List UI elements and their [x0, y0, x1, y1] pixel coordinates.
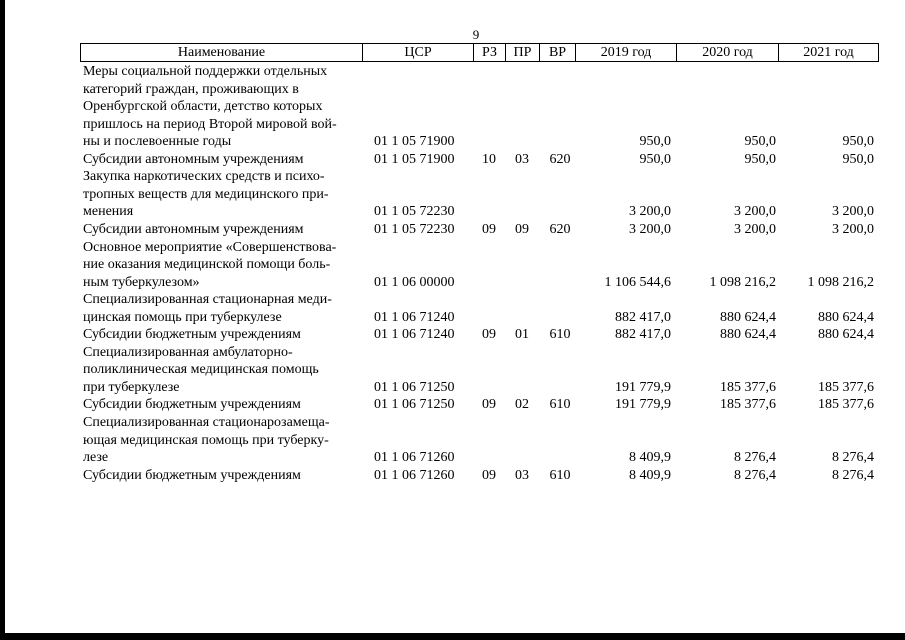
- row-2019-value: 3 200,0: [629, 221, 671, 237]
- row-2019-value: 1 106 544,6: [604, 274, 671, 290]
- row-csr: 01 1 05 72230: [374, 221, 455, 237]
- row-2021-value: 880 624,4: [818, 309, 874, 325]
- row-csr: 01 1 06 71260: [374, 450, 455, 466]
- row-pr: 03: [515, 467, 529, 483]
- header-2019: 2019 год: [576, 44, 677, 61]
- row-name-line: цинская помощь при туберкулезе: [83, 309, 282, 325]
- row-name-line: категорий граждан, проживающих в: [83, 81, 299, 97]
- row-2021-value: 185 377,6: [818, 379, 874, 395]
- row-2019-value: 882 417,0: [615, 309, 671, 325]
- row-name-line: при туберкулезе: [83, 379, 180, 395]
- row-name-line: Субсидии автономным учреждениям: [83, 151, 304, 167]
- row-rz: 09: [482, 221, 496, 237]
- row-name-line: менения: [83, 204, 134, 220]
- row-name-line: Специализированная стационарозамеща-: [83, 415, 330, 430]
- row-pr: 03: [515, 151, 529, 167]
- scan-border-left: [0, 0, 5, 640]
- row-pr: 09: [515, 221, 529, 237]
- row-rz: 09: [482, 397, 496, 413]
- row-name-line: Специализированная амбулаторно-: [83, 344, 293, 360]
- row-name-line: Субсидии бюджетным учреждениям: [83, 467, 301, 483]
- row-2020-value: 185 377,6: [720, 397, 776, 413]
- row-2020-value: 8 276,4: [734, 467, 776, 483]
- row-name-line: Субсидии автономным учреждениям: [83, 221, 304, 237]
- row-rz: 10: [482, 151, 496, 167]
- row-pr: 01: [515, 327, 529, 343]
- row-2020-value: 3 200,0: [734, 221, 776, 237]
- row-2020-value: 880 624,4: [720, 309, 776, 325]
- row-2021-value: 880 624,4: [818, 327, 874, 343]
- row-2021-value: 1 098 216,2: [807, 274, 874, 290]
- row-2020-value: 3 200,0: [734, 204, 776, 220]
- row-2021-value: 185 377,6: [818, 397, 874, 413]
- row-rz: 09: [482, 467, 496, 483]
- row-2021-value: 3 200,0: [832, 204, 874, 220]
- row-2020-value: 950,0: [744, 134, 776, 150]
- row-2021-value: 8 276,4: [832, 450, 874, 466]
- row-2020-value: 1 098 216,2: [709, 274, 776, 290]
- row-2019-value: 8 409,9: [629, 467, 671, 483]
- row-2021-value: 950,0: [842, 134, 874, 150]
- row-2019-value: 191 779,9: [615, 397, 671, 413]
- row-csr: 01 1 06 71250: [374, 379, 455, 395]
- row-2021-value: 3 200,0: [832, 221, 874, 237]
- header-rz: РЗ: [474, 44, 506, 61]
- row-name-line: ние оказания медицинской помощи боль-: [83, 257, 331, 273]
- scan-border-bottom: [0, 633, 905, 640]
- row-2020-value: 8 276,4: [734, 450, 776, 466]
- row-2019-value: 8 409,9: [629, 450, 671, 466]
- header-vr: ВР: [540, 44, 576, 61]
- row-name-line: Оренбургской области, детство которых: [83, 99, 323, 115]
- row-name-line: Основное мероприятие «Совершенствова-: [83, 239, 337, 255]
- header-2020: 2020 год: [677, 44, 779, 61]
- row-name-line: ны и послевоенные годы: [83, 134, 232, 150]
- row-name-line: ным туберкулезом»: [83, 274, 200, 290]
- row-csr: 01 1 06 71250: [374, 397, 455, 413]
- row-csr: 01 1 05 71900: [374, 134, 455, 150]
- row-name-line: лезе: [83, 450, 109, 466]
- row-rz: 09: [482, 327, 496, 343]
- row-2020-value: 950,0: [744, 151, 776, 167]
- row-2019-value: 950,0: [639, 151, 671, 167]
- row-csr: 01 1 06 00000: [374, 274, 455, 290]
- row-2019-value: 950,0: [639, 134, 671, 150]
- row-csr: 01 1 05 71900: [374, 151, 455, 167]
- header-csr: ЦСР: [363, 44, 474, 61]
- row-csr: 01 1 06 71240: [374, 309, 455, 325]
- header-2021: 2021 год: [803, 45, 854, 60]
- row-csr: 01 1 06 71240: [374, 327, 455, 343]
- row-name-line: Специализированная стационарная меди-: [83, 292, 332, 308]
- row-name-line: тропных веществ для медицинского при-: [83, 186, 329, 202]
- page-number: 9: [472, 27, 480, 42]
- table-header: [80, 43, 879, 62]
- row-name-line: ющая медицинская помощь при туберку-: [83, 432, 329, 448]
- row-name-line: Субсидии бюджетным учреждениям: [83, 327, 301, 343]
- row-vr: 620: [549, 151, 571, 167]
- row-pr: 02: [515, 397, 529, 413]
- row-csr: 01 1 05 72230: [374, 204, 455, 220]
- row-name-line: Меры социальной поддержки отдельных: [83, 64, 328, 79]
- row-2021-value: 950,0: [842, 151, 874, 167]
- row-2019-value: 191 779,9: [615, 379, 671, 395]
- header-pr: ПР: [506, 44, 540, 61]
- row-vr: 620: [549, 221, 571, 237]
- row-name-line: поликлиническая медицинская помощь: [83, 362, 319, 378]
- row-2021-value: 8 276,4: [832, 467, 874, 483]
- row-name-line: пришлось на период Второй мировой вой-: [83, 116, 337, 132]
- row-name-line: Закупка наркотических средств и психо-: [83, 169, 325, 185]
- row-name-line: Субсидии бюджетным учреждениям: [83, 397, 301, 413]
- row-2020-value: 185 377,6: [720, 379, 776, 395]
- row-vr: 610: [549, 467, 571, 483]
- row-2020-value: 880 624,4: [720, 327, 776, 343]
- row-vr: 610: [549, 327, 571, 343]
- row-csr: 01 1 06 71260: [374, 467, 455, 483]
- row-2019-value: 3 200,0: [629, 204, 671, 220]
- row-2019-value: 882 417,0: [615, 327, 671, 343]
- row-vr: 610: [549, 397, 571, 413]
- header-name: Наименование: [81, 44, 363, 61]
